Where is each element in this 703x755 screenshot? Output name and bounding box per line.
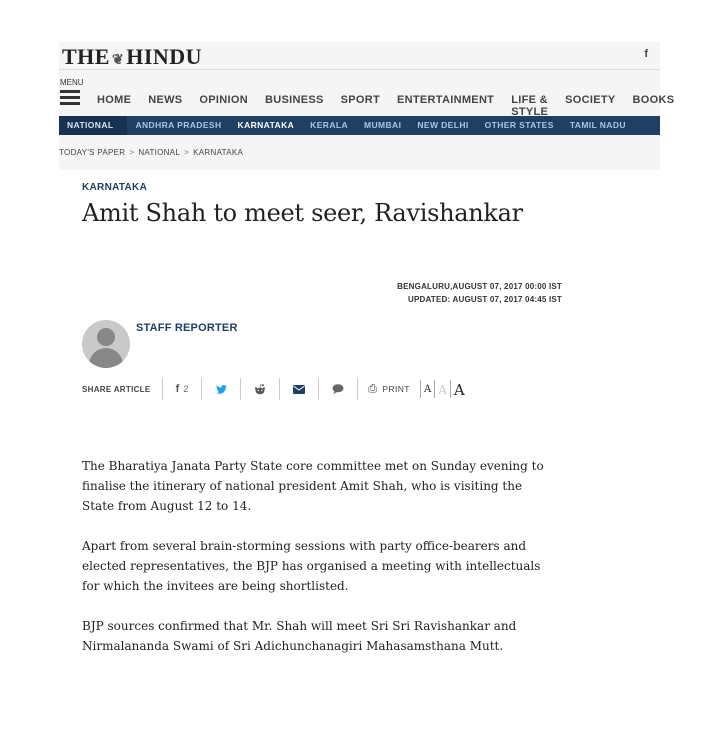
breadcrumb-todays-paper[interactable]: TODAY'S PAPER (59, 148, 126, 157)
subnav-karnataka[interactable]: KARNATAKA (237, 120, 295, 130)
subnav-tamil-nadu[interactable]: TAMIL NADU (569, 120, 626, 130)
font-size-large-button[interactable]: A (450, 380, 468, 398)
avatar (82, 320, 130, 368)
breadcrumb-separator-icon: > (184, 148, 190, 157)
sub-navigation (59, 116, 660, 135)
subnav-national[interactable]: NATIONAL (59, 116, 127, 135)
print-button[interactable] (357, 378, 420, 400)
subnav-mumbai[interactable]: MUMBAI (364, 120, 402, 130)
nav-news[interactable]: NEWS (148, 94, 183, 106)
article-headline: Amit Shah to meet seer, Ravishankar (82, 199, 523, 227)
share-twitter-button[interactable] (201, 378, 240, 400)
masthead-bar (59, 42, 660, 70)
facebook-share-count: 2 (183, 384, 189, 394)
breadcrumb-separator-icon: > (129, 148, 135, 157)
main-navigation (59, 70, 675, 118)
site-logo[interactable] (62, 44, 202, 70)
nav-home[interactable]: HOME (97, 94, 132, 106)
share-label: SHARE ARTICLE (82, 384, 151, 394)
menu-label: MENU (60, 78, 84, 87)
facebook-icon: f (175, 383, 180, 395)
section-tag[interactable]: KARNATAKA (82, 182, 148, 193)
main-nav-items (97, 94, 674, 118)
email-icon (293, 385, 305, 394)
dateline (397, 280, 562, 306)
twitter-icon (216, 385, 227, 394)
page-header (59, 42, 675, 170)
article-paragraph: Apart from several brain-storming sessions with party office-bearers and elected representatives, the BJP has organised a meeting with intellectuals for which the invitees are being shortlisted. (82, 539, 541, 593)
elephant-emblem-icon: ❦ (111, 53, 125, 68)
subnav-andhra-pradesh[interactable]: ANDHRA PRADESH (135, 120, 222, 130)
updated-date: UPDATED: AUGUST 07, 2017 04:45 IST (408, 295, 562, 304)
font-size-small-button[interactable]: A (420, 380, 434, 398)
nav-entertainment[interactable]: ENTERTAINMENT (397, 94, 495, 106)
reddit-icon (254, 384, 266, 395)
article (82, 182, 562, 653)
share-email-button[interactable] (279, 378, 318, 400)
article-paragraph: BJP sources confirmed that Mr. Shah will meet Sri Sri Ravishankar and Nirmalananda Swami of Sri Adichunchanagiri Mahasamsthana Mutt. (82, 619, 517, 653)
article-paragraph: The Bharatiya Janata Party State core committee met on Sunday evening to finalise the itinerary of national president Amit Shah, who is visiting the State from August 12 to 14. (82, 459, 544, 513)
nav-life-style[interactable]: LIFE & STYLE (511, 94, 549, 118)
breadcrumb-karnataka[interactable]: KARNATAKA (193, 148, 244, 157)
share-reddit-button[interactable] (240, 378, 279, 400)
nav-society[interactable]: SOCIETY (565, 94, 616, 106)
share-bar (82, 378, 468, 400)
author-block (82, 320, 238, 368)
subnav-new-delhi[interactable]: NEW DELHI (417, 120, 469, 130)
comment-icon (332, 384, 344, 394)
comment-button[interactable] (318, 378, 357, 400)
hamburger-menu-icon[interactable] (60, 90, 80, 108)
subnav-kerala[interactable]: KERALA (310, 120, 348, 130)
breadcrumb (59, 135, 660, 170)
nav-business[interactable]: BUSINESS (264, 94, 324, 106)
share-facebook-button[interactable] (162, 378, 201, 400)
breadcrumb-national[interactable]: NATIONAL (138, 148, 181, 157)
print-label: PRINT (382, 384, 410, 394)
font-size-medium-button[interactable]: A (434, 380, 450, 398)
logo-text-right: HINDU (126, 44, 203, 69)
nav-books[interactable]: BOOKS (632, 94, 675, 106)
facebook-icon[interactable]: f (644, 48, 648, 60)
logo-text-left: THE (62, 44, 110, 69)
published-date: BENGALURU,AUGUST 07, 2017 00:00 IST (397, 282, 562, 291)
nav-sport[interactable]: SPORT (340, 94, 381, 106)
author-name[interactable]: STAFF REPORTER (136, 322, 238, 334)
article-body (82, 456, 557, 676)
printer-icon: ⎙ (368, 382, 378, 395)
subnav-other-states[interactable]: OTHER STATES (484, 120, 554, 130)
nav-opinion[interactable]: OPINION (199, 94, 248, 106)
